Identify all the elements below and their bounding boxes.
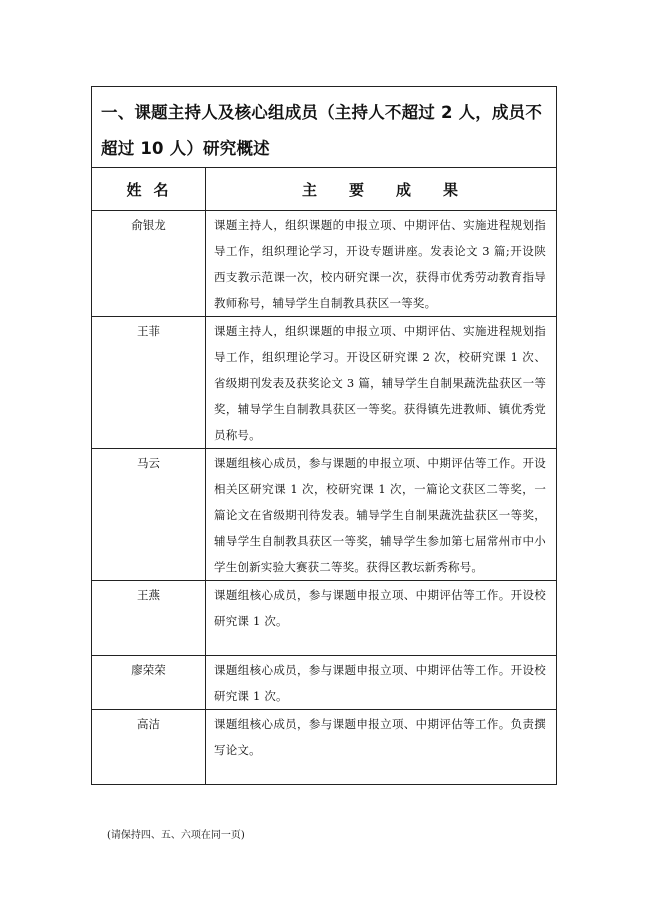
member-name: 马云 [92, 449, 206, 581]
summary-table [91, 86, 557, 785]
member-result: 课题组核心成员，参与课题申报立项、中期评估等工作。开设校研究课 1 次。 [206, 656, 557, 710]
member-name: 廖荣荣 [92, 656, 206, 710]
header-name: 姓名 [92, 168, 206, 211]
member-name: 高洁 [92, 710, 206, 785]
member-result: 课题组核心成员，参与课题申报立项、中期评估等工作。开设校研究课 1 次。 [206, 581, 557, 656]
footnote: (请保持四、五、六项在同一页) [107, 830, 245, 841]
table-row [92, 656, 557, 710]
member-result: 课题组核心成员，参与课题申报立项、中期评估等工作。负责撰写论文。 [206, 710, 557, 785]
member-name: 俞银龙 [92, 211, 206, 317]
table-row [92, 317, 557, 449]
member-result: 课题主持人，组织课题的申报立项、中期评估、实施进程规划指导工作，组织理论学习，开设专题讲座。发表论文 3 篇;开设陕西支教示范课一次，校内研究课一次，获得市优秀劳动教育指导教师称号，辅导学生自制教具获区一等奖。 [206, 211, 557, 317]
table-row [92, 211, 557, 317]
member-result: 课题主持人，组织课题的申报立项、中期评估、实施进程规划指导工作，组织理论学习。开设区研究课 2 次，校研究课 1 次、省级期刊发表及获奖论文 3 篇，辅导学生自制果蔬洗盐获区一等奖，辅导学生自制教具获区一等奖。获得镇先进教师、镇优秀党员称号。 [206, 317, 557, 449]
table-row [92, 710, 557, 785]
title-cell [92, 87, 557, 168]
table-row [92, 581, 557, 656]
title-row [92, 87, 557, 168]
header-result: 主要成果 [206, 168, 557, 211]
member-name: 王菲 [92, 317, 206, 449]
header-row [92, 168, 557, 211]
section-title: 一、课题主持人及核心组成员（主持人不超过 2 人，成员不超过 10 人）研究概述 [101, 103, 543, 158]
member-result: 课题组核心成员，参与课题的申报立项、中期评估等工作。开设相关区研究课 1 次，校研究课 1 次，一篇论文获区二等奖，一篇论文在省级期刊待发表。辅导学生自制果蔬洗盐获区一等奖，辅导学生自制教具获区一等奖，辅导学生参加第七届常州市中小学生创新实验大赛获二等奖。获得区教坛新秀称号。 [206, 449, 557, 581]
table-row [92, 449, 557, 581]
member-name: 王燕 [92, 581, 206, 656]
